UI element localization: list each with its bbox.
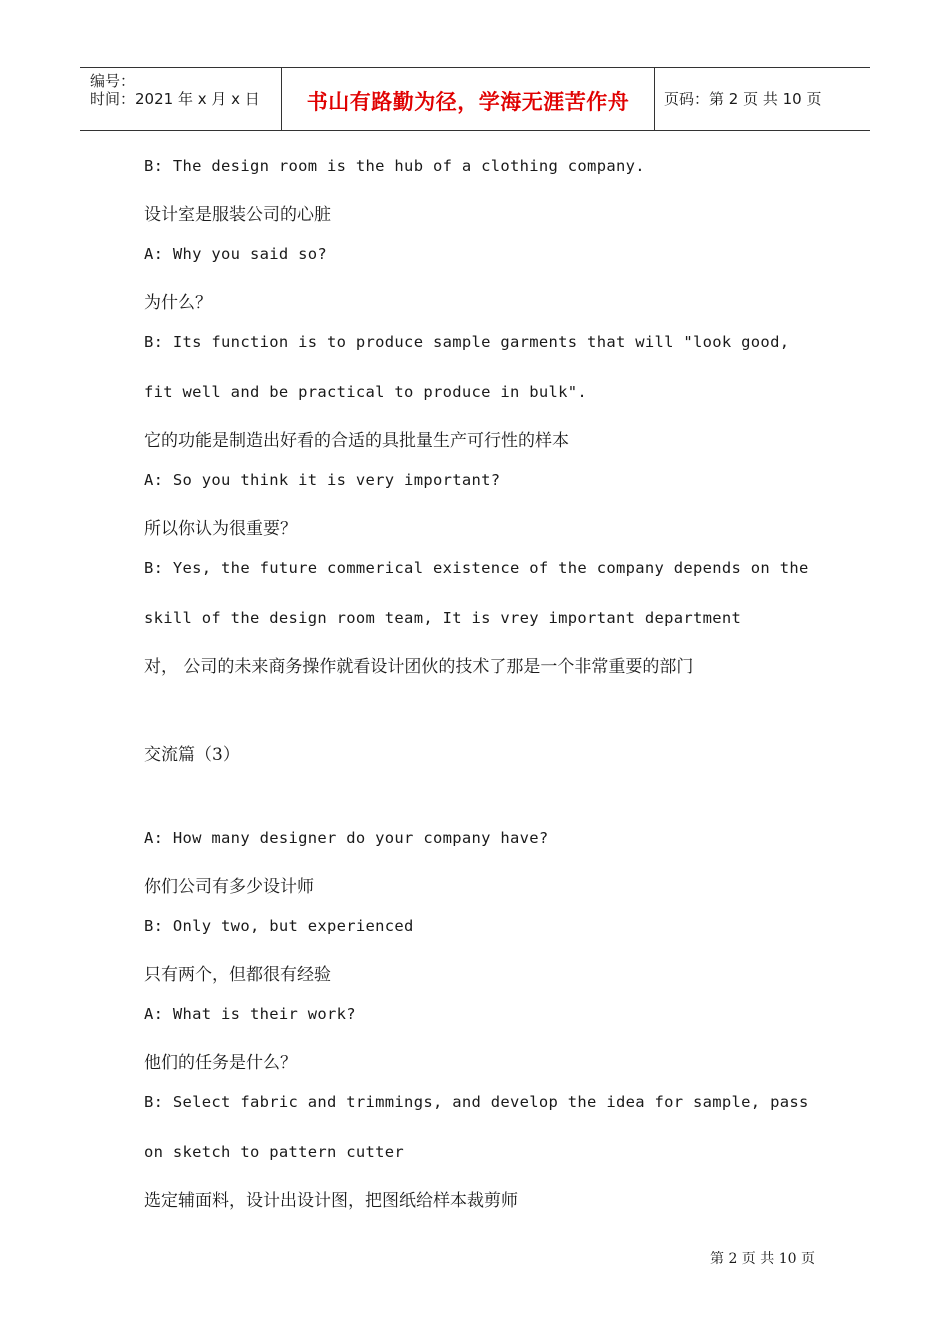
- motto-text: 书山有路勤为径，学海无涯苦作舟: [306, 90, 630, 114]
- dialogue-line-zh: 对， 公司的未来商务操作就看设计团伙的技术了那是一个非常重要的部门: [144, 657, 694, 677]
- page-footer: 第 2 页 共 10 页: [710, 1251, 815, 1267]
- number-label: 编号：: [90, 72, 136, 90]
- dialogue-line-en: skill of the design room team, It is vrey important department: [144, 609, 742, 627]
- dialogue-line-zh: 为什么？: [144, 293, 212, 313]
- page-header: [80, 67, 870, 131]
- dialogue-line-en: B: The design room is the hub of a clothing company.: [144, 157, 645, 175]
- dialogue-line-en: B: Only two, but experienced: [144, 917, 414, 935]
- dialogue-line-zh: 设计室是服装公司的心脏: [144, 205, 331, 225]
- page-info: 页码：第 2 页 共 10 页: [664, 90, 822, 108]
- dialogue-line-zh: 选定辅面料，设计出设计图，把图纸给样本裁剪师: [144, 1191, 518, 1211]
- dialogue-line-zh: 只有两个，但都很有经验: [144, 965, 331, 985]
- dialogue-line-zh: 他们的任务是什么？: [144, 1053, 297, 1073]
- header-page-cell: [654, 68, 870, 130]
- section-heading: 交流篇（3）: [144, 745, 240, 765]
- dialogue-line-en: A: What is their work?: [144, 1005, 356, 1023]
- dialogue-line-en: A: So you think it is very important?: [144, 471, 501, 489]
- dialogue-line-en: fit well and be practical to produce in bulk".: [144, 383, 588, 401]
- dialogue-line-en: B: Yes, the future commerical existence of the company depends on the: [144, 559, 809, 577]
- dialogue-line-en: on sketch to pattern cutter: [144, 1143, 405, 1161]
- dialogue-line-en: B: Its function is to produce sample garments that will "look good,: [144, 333, 790, 351]
- dialogue-line-en: A: How many designer do your company have?: [144, 829, 549, 847]
- dialogue-line-zh: 你们公司有多少设计师: [144, 877, 314, 897]
- dialogue-line-en: A: Why you said so?: [144, 245, 328, 263]
- time-label: 时间：2021 年 x 月 x 日: [90, 90, 260, 108]
- header-motto-cell: [281, 68, 655, 130]
- dialogue-line-zh: 它的功能是制造出好看的合适的具批量生产可行性的样本: [144, 431, 569, 451]
- dialogue-line-en: B: Select fabric and trimmings, and develop the idea for sample, pass: [144, 1093, 809, 1111]
- header-meta: [80, 68, 280, 130]
- dialogue-line-zh: 所以你认为很重要？: [144, 519, 297, 539]
